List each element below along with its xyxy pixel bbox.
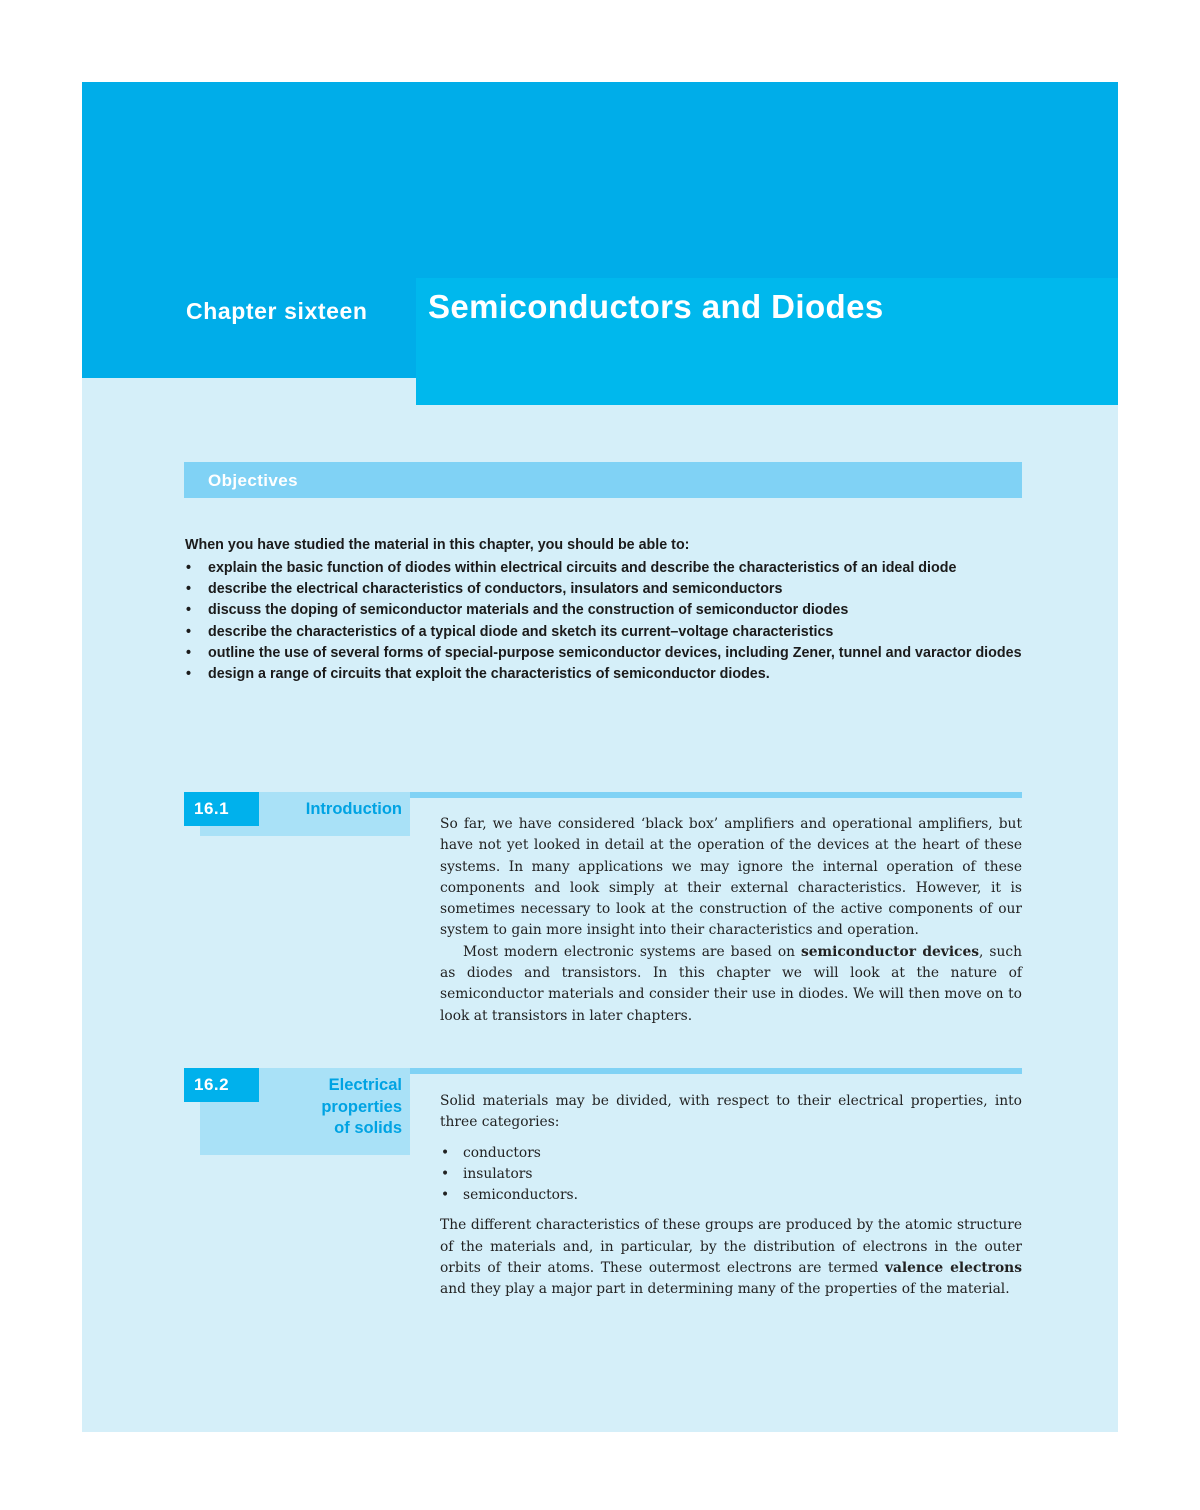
category-list <box>440 1143 1022 1207</box>
objective-item: • describe the electrical characteristics of conductors, insulators and semiconductors <box>185 579 1025 600</box>
key-term: semiconductor devices <box>801 943 980 960</box>
objectives-bar <box>184 462 1022 498</box>
objectives-heading: Objectives <box>208 471 298 490</box>
bullet-icon: • <box>186 644 192 661</box>
section-rule <box>410 1068 1022 1074</box>
objective-item: • design a range of circuits that exploit the characteristics of semiconductor diodes. <box>185 664 1025 685</box>
list-item: • insulators <box>440 1164 1022 1185</box>
bullet-icon: • <box>186 581 192 598</box>
bullet-icon: • <box>441 1165 450 1182</box>
section-rule <box>410 792 1022 798</box>
bullet-icon: • <box>186 602 192 619</box>
section-number: 16.1 <box>184 792 259 826</box>
bullet-icon: • <box>186 560 192 576</box>
objective-item: • describe the characteristics of a typical diode and sketch its current–voltage characteristics <box>185 622 1025 643</box>
section-title: Introduction <box>305 800 402 818</box>
section-title: Electrical properties of solids <box>321 1076 402 1137</box>
bullet-icon: • <box>441 1144 450 1161</box>
list-item: • semiconductors. <box>440 1185 1022 1206</box>
page <box>82 82 1118 1432</box>
bullet-icon: • <box>441 1187 450 1204</box>
objectives-intro: When you have studied the material in this chapter, you should be able to: <box>185 537 690 553</box>
key-term: valence electrons <box>884 1260 1022 1277</box>
list-item: • conductors <box>440 1143 1022 1164</box>
bullet-icon: • <box>186 666 192 683</box>
objectives-list <box>185 558 1025 685</box>
paragraph: The different characteristics of these groups are produced by the atomic structure of the materials and, in particular, by the distribution of electrons in the outer orbits of their atoms. These outermost electrons are termed valence electrons and they play a major part in determining many of the properties of the material. <box>440 1217 1022 1298</box>
objective-item: • explain the basic function of diodes within electrical circuits and describe the characteristics of an ideal diode <box>185 558 1025 579</box>
paragraph: So far, we have considered ‘black box’ amplifiers and operational amplifiers, but have not yet looked in detail at the operation of the devices at the heart of these systems. In many applications we may ignore the internal operation of these components and look simply at their external characteristics. However, it is sometimes necessary to look at the construction of the active components of our system to gain more insight into their characteristics and operation. <box>440 816 1022 939</box>
chapter-label: Chapter sixteen <box>186 298 368 324</box>
paragraph: Most modern electronic systems are based on semiconductor devices, such as diodes and transistors. In this chapter we will look at the nature of semiconductor materials and consider their use in diodes. We will then move on to look at transistors in later chapters. <box>440 943 1022 1024</box>
objective-item: • discuss the doping of semiconductor materials and the construction of semiconductor diodes <box>185 600 1025 621</box>
section-number: 16.2 <box>184 1068 259 1102</box>
paragraph: Solid materials may be divided, with respect to their electrical properties, into three categories: <box>440 1093 1022 1131</box>
bullet-icon: • <box>186 623 192 640</box>
objective-item: • outline the use of several forms of special-purpose semiconductor devices, including Zener, tunnel and varactor diodes <box>185 643 1025 664</box>
chapter-title: Semiconductors and Diodes <box>428 288 884 325</box>
section-body <box>440 1091 1022 1301</box>
section-body <box>440 814 1022 1027</box>
